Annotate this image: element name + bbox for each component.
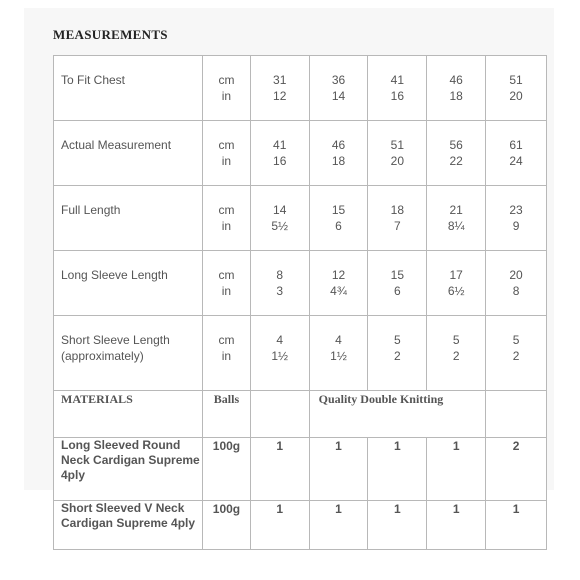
row-label: Short Sleeve Length (approximately) <box>54 316 203 391</box>
value-cell: 21 8¼ <box>427 186 486 251</box>
value-cell: 18 7 <box>368 186 427 251</box>
value-cell: 41 16 <box>368 56 427 121</box>
quality-header: Quality Double Knitting <box>309 391 485 438</box>
measurements-title: MEASUREMENTS <box>53 27 168 42</box>
row-label: To Fit Chest <box>54 56 203 121</box>
value-cell: 46 18 <box>427 56 486 121</box>
value-cell: 20 8 <box>486 251 547 316</box>
row-label: Full Length <box>54 186 203 251</box>
material-weight: 100g <box>203 501 251 550</box>
measurement-row-full-length <box>54 186 547 251</box>
ball-count: 1 <box>250 501 309 550</box>
measurement-row-long-sleeve <box>54 251 547 316</box>
value-cell: 51 20 <box>486 56 547 121</box>
units-cell: cm in <box>203 251 251 316</box>
ball-count: 1 <box>309 501 368 550</box>
value-cell: 4 1½ <box>250 316 309 391</box>
row-label: Actual Measurement <box>54 121 203 186</box>
materials-title: MATERIALS <box>54 391 203 438</box>
value-cell: 46 18 <box>309 121 368 186</box>
ball-count: 1 <box>368 501 427 550</box>
value-cell: 23 9 <box>486 186 547 251</box>
balls-header: Balls <box>203 391 251 438</box>
material-name: Short Sleeved V Neck Cardigan Supreme 4ply <box>54 501 203 550</box>
value-cell: 15 6 <box>309 186 368 251</box>
value-cell: 51 20 <box>368 121 427 186</box>
measurement-row-chest <box>54 56 547 121</box>
ball-count: 1 <box>427 438 486 501</box>
value-cell: 14 5½ <box>250 186 309 251</box>
value-cell: 17 6½ <box>427 251 486 316</box>
value-cell: 5 2 <box>427 316 486 391</box>
value-cell: 4 1½ <box>309 316 368 391</box>
units-cell: cm in <box>203 56 251 121</box>
ball-count: 1 <box>250 438 309 501</box>
material-row <box>54 501 547 550</box>
value-cell: 15 6 <box>368 251 427 316</box>
units-cell: cm in <box>203 121 251 186</box>
measurement-row-actual <box>54 121 547 186</box>
units-cell: cm in <box>203 316 251 391</box>
ball-count: 1 <box>309 438 368 501</box>
value-cell: 41 16 <box>250 121 309 186</box>
value-cell: 5 2 <box>368 316 427 391</box>
value-cell: 61 24 <box>486 121 547 186</box>
measurements-materials-table <box>53 55 547 550</box>
value-cell: 36 14 <box>309 56 368 121</box>
ball-count: 1 <box>486 501 547 550</box>
row-label: Long Sleeve Length <box>54 251 203 316</box>
measurement-row-short-sleeve <box>54 316 547 391</box>
value-cell: 31 12 <box>250 56 309 121</box>
materials-header-row <box>54 391 547 438</box>
material-weight: 100g <box>203 438 251 501</box>
value-cell: 5 2 <box>486 316 547 391</box>
ball-count: 2 <box>486 438 547 501</box>
material-name: Long Sleeved Round Neck Cardigan Supreme 4ply <box>54 438 203 501</box>
material-row <box>54 438 547 501</box>
ball-count: 1 <box>368 438 427 501</box>
value-cell: 8 3 <box>250 251 309 316</box>
value-cell: 12 4¾ <box>309 251 368 316</box>
value-cell: 56 22 <box>427 121 486 186</box>
ball-count: 1 <box>427 501 486 550</box>
units-cell: cm in <box>203 186 251 251</box>
